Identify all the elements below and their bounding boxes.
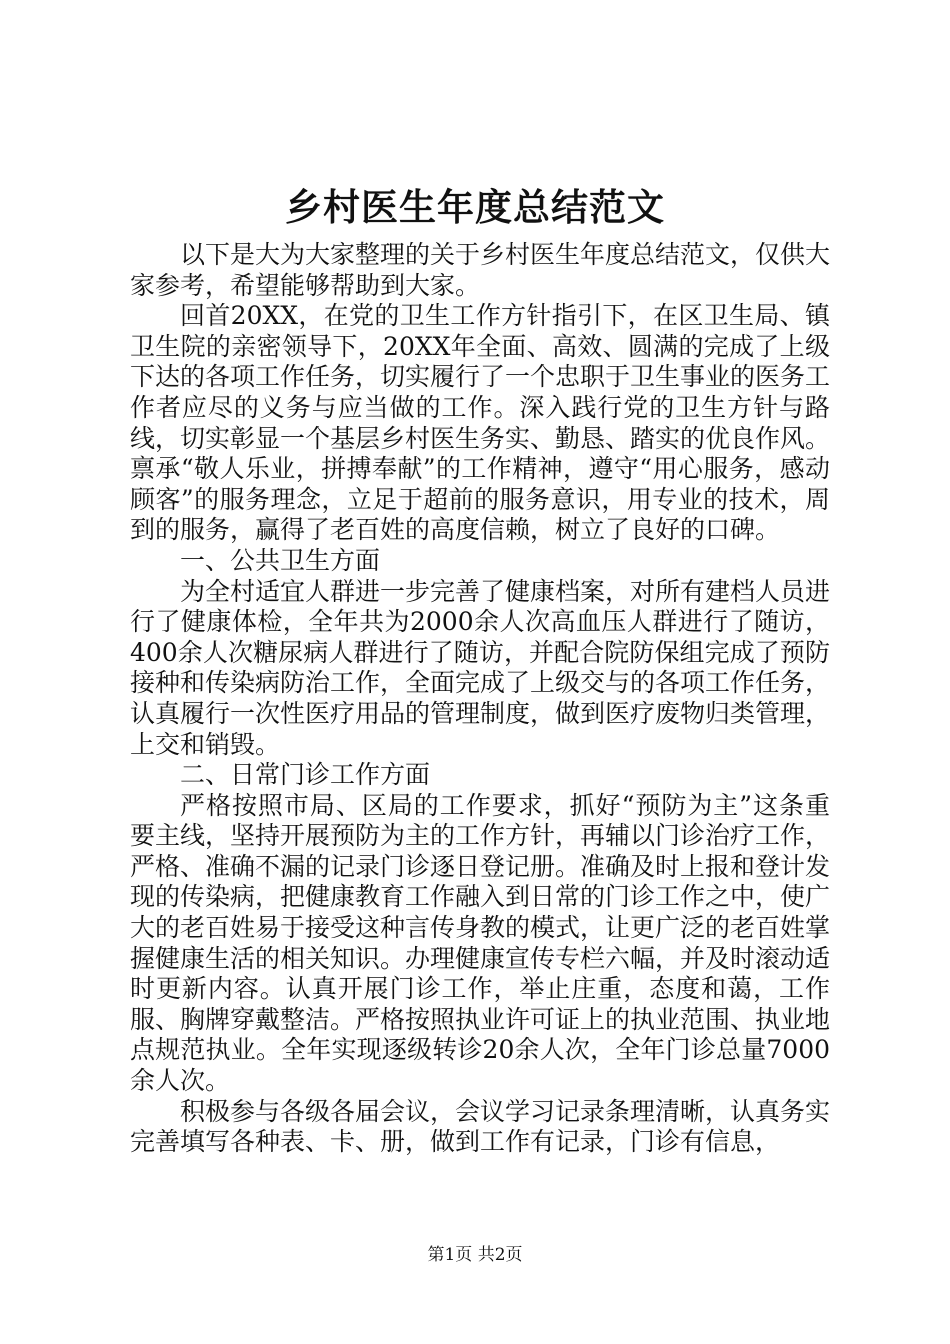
section-heading-outpatient: 二、日常门诊工作方面 — [180, 760, 431, 790]
page-number-footer: 第1页 共2页 — [427, 1245, 523, 1265]
outpatient-paragraph: 严格按照市局、区局的工作要求，抓好“预防为主”这条重要主线，坚持开展预防为主的工作方针，再辅以门诊治疗工作，严格、准确不漏的记录门诊逐日登记册。准确及时上报和登计发现的传染病，把健康教育工作融入到日常的门诊工作之中，使广大的老百姓易于接受这种言传身教的模式，让更广泛的老百姓掌握健康生活的相关知识。办理健康宣传专栏六幅，并及时滚动适时更新内容。认真开展门诊工作，举止庄重，态度和蔼，工作服、胸牌穿戴整洁。严格按照执业许可证上的执业范围、执业地点规范执业。全年实现逐级转诊20余人次，全年门诊总量7000余人次。 — [130, 790, 831, 1096]
review-paragraph: 回首20XX，在党的卫生工作方针指引下，在区卫生局、镇卫生院的亲密领导下，20XX年全面、高效、圆满的完成了上级下达的各项工作任务，切实履行了一个忠职于卫生事业的医务工作者应尽的义务与应当做的工作。深入践行党的卫生方针与路线，切实彰显一个基层乡村医生务实、勤恳、踏实的优良作风。禀承“敬人乐业，拼搏奉献”的工作精神，遵守“用心服务，感动顾客”的服务理念，立足于超前的服务意识，用专业的技术，周到的服务，赢得了老百姓的高度信赖，树立了良好的口碑。 — [130, 301, 831, 545]
document-body — [130, 240, 830, 1158]
intro-paragraph: 以下是大为大家整理的关于乡村医生年度总结范文，仅供大家参考，希望能够帮助到大家。 — [130, 240, 831, 300]
document-title: 乡村医生年度总结范文 — [285, 185, 665, 229]
meetings-paragraph: 积极参与各级各届会议，会议学习记录条理清晰，认真务实完善填写各种表、卡、册，做到工作有记录，门诊有信息， — [130, 1096, 831, 1157]
section-heading-public-health: 一、公共卫生方面 — [180, 545, 381, 575]
public-health-paragraph: 为全村适宜人群进一步完善了健康档案，对所有建档人员进行了健康体检，全年共为2000余人次高血压人群进行了随访，400余人次糖尿病人群进行了随访，并配合院防保组完成了预防接种和传染病防治工作，全面完成了上级交与的各项工作任务，认真履行一次性医疗用品的管理制度，做到医疗废物归类管理，上交和销毁。 — [130, 576, 831, 759]
